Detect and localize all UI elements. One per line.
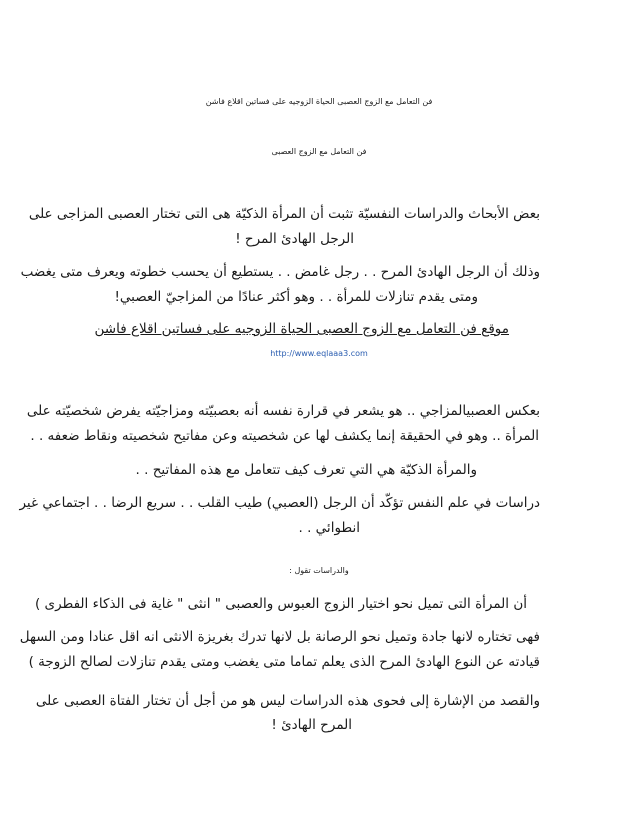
paragraph-9-line-2: المرح الهادئ ! <box>271 717 352 733</box>
paragraph-1-line-1: بعض الأبحاث والدراسات النفسيّة تثبت أن المرأة الذكيّة هى التى تختار العصبى المزاجى على <box>28 206 540 222</box>
paragraph-4-line-1: والمرأة الذكيّة هي التي تعرف كيف تتعامل مع هذه المفاتيح . . <box>135 462 477 478</box>
paragraph-8-line-2: قيادته عن النوع الهادئ المرح الذى يعلم تماما متى يغضب ومتى يقدم تنازلات لصالح الزوجة ) <box>28 654 540 670</box>
paragraph-2-line-2: ومتى يقدم تنازلات للمرأة . . وهو أكثر عنادًا من المزاجيّ العصبي! <box>114 289 478 305</box>
paragraph-6-line-1: والدراسات تقول : <box>289 566 349 575</box>
paragraph-1-line-2: الرجل الهادئ المرح ! <box>235 231 354 247</box>
paragraph-2-line-1: وذلك أن الرجل الهادئ المرح . . رجل غامض . . يستطيع أن يحسب خطوته ويعرف متى يغضب <box>20 264 540 280</box>
paragraph-3-line-1: بعكس العصبيالمزاجي .. هو يشعر في قرارة نفسه أنه بعصبيّته ومزاجيّته يفرض شخصيّته على <box>26 403 540 419</box>
site-url[interactable]: http://www.eqlaaa3.com <box>270 349 368 358</box>
site-link-text[interactable]: موقع فن التعامل مع الزوج العصبى الحياة الزوجيه على فساتين اقلاع فاشن <box>94 321 509 337</box>
paragraph-8-line-1: فهى تختاره لانها جادة وتميل نحو الرصانة بل لانها تدرك بغريزة الانثى انه اقل عنادا ومن السهل <box>19 629 540 645</box>
paragraph-3-line-2: المرأة .. وهو في الحقيقة إنما يكشف لها عن شخصيته وعن مفاتيح شخصيته ونقاط ضعفه . . <box>30 428 539 444</box>
paragraph-5-line-2: انطوائي . . <box>298 520 360 536</box>
document-title: فن التعامل مع الزوج العصبى الحياة الزوجيه على فساتين اقلاع فاشن <box>205 97 433 106</box>
document-subtitle: فن التعامل مع الزوج العصبى <box>271 147 367 156</box>
paragraph-5-line-1: دراسات في علم النفس تؤكّد أن الرجل (العصبي) طيب القلب . . سريع الرضا . . اجتماعي غير <box>19 495 540 511</box>
paragraph-9-line-1: والقصد من الإشارة إلى فحوى هذه الدراسات ليس هو من أجل أن تختار الفتاة العصبى على <box>35 693 540 709</box>
paragraph-7-line-1: أن المرأة التى تميل نحو اختيار الزوج العبوس والعصبى " انثى " غاية فى الذكاء الفطرى ) <box>34 596 527 612</box>
